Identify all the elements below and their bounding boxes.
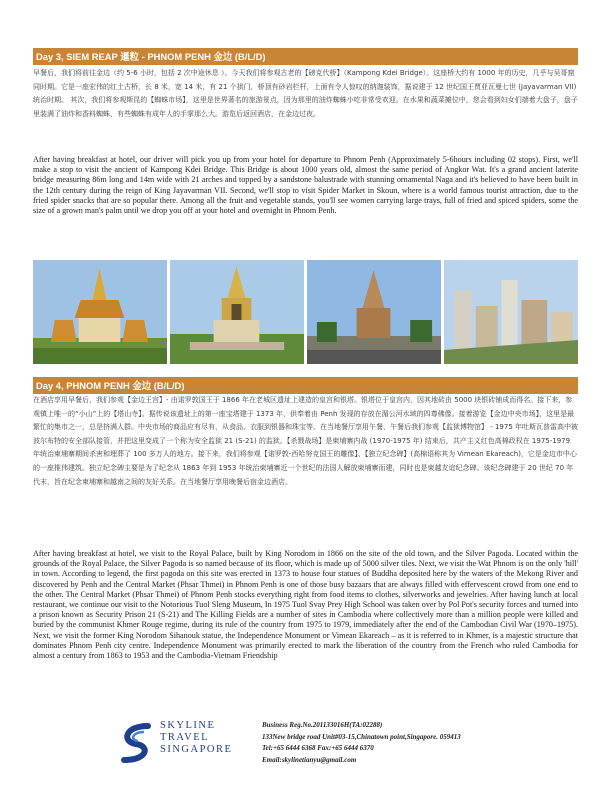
company-footer (0, 712, 608, 786)
brand-name (160, 720, 232, 756)
brand-line-2: TRAVEL (160, 732, 210, 743)
photo-king-statue (170, 260, 304, 364)
brand-line-1: SKYLINE (160, 720, 216, 731)
day3-header: Day 3, SIEM REAP 暹粒 - PHNOM PENH 金边 (B/L/D) (33, 48, 578, 65)
day3-english-description: After having breakfast at hotel, our driver will pick you up from your hotel for departure to Phnom Penh (Approximately 5-6hours including 02 stops). First, we'll make a stop to visit the ancient of Kampong Kdei Bridge. This Bridge is about 1000 years old, almost the same period of Angkor Wat. It's a grand ancient laterite bridge measuring 86m long and 14m wide with 21 arches and topped by a sandstone balustrade with stunning ornamental Naga and it's believed to have been built in the 12th century during the reign of King Jayavarman VII. Second, we'll stop to visit Spider Market in Skoun, where is a world famous tourist attraction, due to the fried spider snacks that are so popular there. Among all the fruit and vegetable stands, you'll see women carrying large trays, full of fried and spiced spiders, some the size of a grown man's palm until we drop you off at your hotel and overnight in Phnom Penh. (33, 155, 578, 216)
company-address: 133New bridge road Unit#03-15,Chinatown point,Singapore. 059413 (262, 732, 461, 741)
company-contact (262, 720, 461, 766)
day4-chinese-description: 在酒店享用早餐后，我们参观【金边王宫】- 由诺罗敦国王于 1866 年在老城区遗址上建造的皇宫和银塔。银塔位于皇宫内，因其地砖由 5000 块银砖铺成而得名。接下来，参观镇上唯一的“小山”上的【塔山寺】。据传说该遗址上的第一座宝塔建于 1373 年，供奉着由 Penh 发现的存放在湄公河水域的四尊佛像。接着游览【金边中央市场】，这里是最繁忙的集市之一，总是挤满人群。中央市场的商品应有尽有，从食品、衣服到银器和珠宝等。在当地餐厅享用午餐，午餐后我们参观【监狱博物馆】 - 1975 年吐斯瓦普雷高中被波尔布特的安全部队接管，并把这里变成了一个称为安全监狱 21 (S-21) 的监狱。【杀戮战场】是柬埔寨内战 (1970-1975 年) 结束后，共产主义红色高棉政权在 1975-1979 年统治柬埔寨期间杀害和埋葬了 100 多万人的地方。接下来，我们将参观【诺罗敦-西哈努克国王的雕像】、【独立纪念碑】(高棉语称其为 Vimean Ekareach)，它是金边市中心的一座推伟建筑。独立纪念碑主要是为了纪念从 1863 年到 1953 年统治柬埔寨近一个世纪的法国人解放柬埔寨而建，同时也是柬越友谊纪念碑。该纪念碑建于 20 世纪 70 年代末，旨在纪念柬埔寨和越南之间的友好关系。在当地餐厅享用晚餐后宿金边酒店。 (33, 396, 579, 486)
photo-strip (33, 260, 578, 364)
day4-english-description: After having breakfast at hotel, we visit to the Royal Palace, built by King Norodom in 1866 on the site of the old town, and the Silver Pagoda. Located within the grounds of the Royal Palace, the Silver Pagoda is so named because of its floor, which is made up of 5000 silver tiles. Next, we visit the Wat Phnom is on the only 'hill' in town. According to legend, the first pagoda on this site was erected in 1373 to house four statues of Buddha deposited here by the waters of the Mekong River and discovered by Penh and the Central Market (Phsar Thmei) in Phnom Penh is one of those busy bazaars that are always filled with effervescent crowd from one end to the other. The Central Market (Phsar Thmei) of Phnom Penh stocks everything right from food items to clothes, silverworks and jewelries. After having lunch at local restaurant, we continue our visit to the Notorious Tuol Sleng Museum, In 1975 Tuol Svay Prey High School was taken over by Pol Pot's security forces and turned into a prison known as Security Prison 21 (S-21) and The Killing Fields are a number of sites in Cambodia where collectively more than a million people were killed and buried by the communist Khmer Rouge regime, during its rule of the country from 1975 to 1979, immediately after the end of the Cambodian Civil War (1970–1975). Next, we visit the former King Norodom Sihanouk statue, the Independence Monument or Vimean Ekareach – as it is referred to in Khmer, is a majestic structure that dominates Phnom Penh city centre. Independence Monument was primarily erected to mark the liberation of the country from the French who ruled Cambodia for almost a century from 1863 to 1953 and the Cambodia-Vietnam Friendship (33, 549, 578, 661)
company-phone: Tel:+65 6444 6368 Fax:+65 6444 6370 (262, 744, 374, 752)
day4-header: Day 4, PHNOM PENH 金边 (B/L/D) (33, 377, 578, 394)
photo-royal-palace (33, 260, 167, 364)
day3-chinese-description: 早餐后，我们将前往金边（约 5-6 小时，包括 2 次中途休息 ）。今天我们将参观古老的【磅克代桥】（Kampong Kdei Bridge）。这座桥大约有 1000 年的历史，几乎与吴哥窟同时期。它是一座宏伟的红土古桥，长 8 米，宽 14 米，有 21 个拱门，桥顶有砂岩栏杆，上面有令人惊叹的纳迦装饰，据说建于 12 世纪国王贾亚瓦曼七世 (Jayavarman VII) 统治时期。 其次，我们将参观斯昆的【蜘蛛市场】，这里是世界著名的旅游景点，因为那里的油炸蜘蛛小吃非常受欢迎。在水果和蔬菜摊位中，您会看到妇女们端着大盘子，盘子里装满了油炸和香料蜘蛛，有些蜘蛛有成年人的手掌那么大。游览后返回酒店，在金边过夜。 (33, 69, 578, 118)
swirl-logo-icon (118, 720, 154, 764)
company-logo (118, 718, 244, 770)
business-reg: Business Reg.No.201133016H(TA:02288) (262, 721, 383, 729)
company-email[interactable]: Email:skylinetianyu@gmail.com (262, 755, 357, 764)
photo-independence-monument (307, 260, 441, 364)
photo-phnom-penh-city (444, 260, 578, 364)
brand-line-3: SINGAPORE (160, 744, 233, 755)
